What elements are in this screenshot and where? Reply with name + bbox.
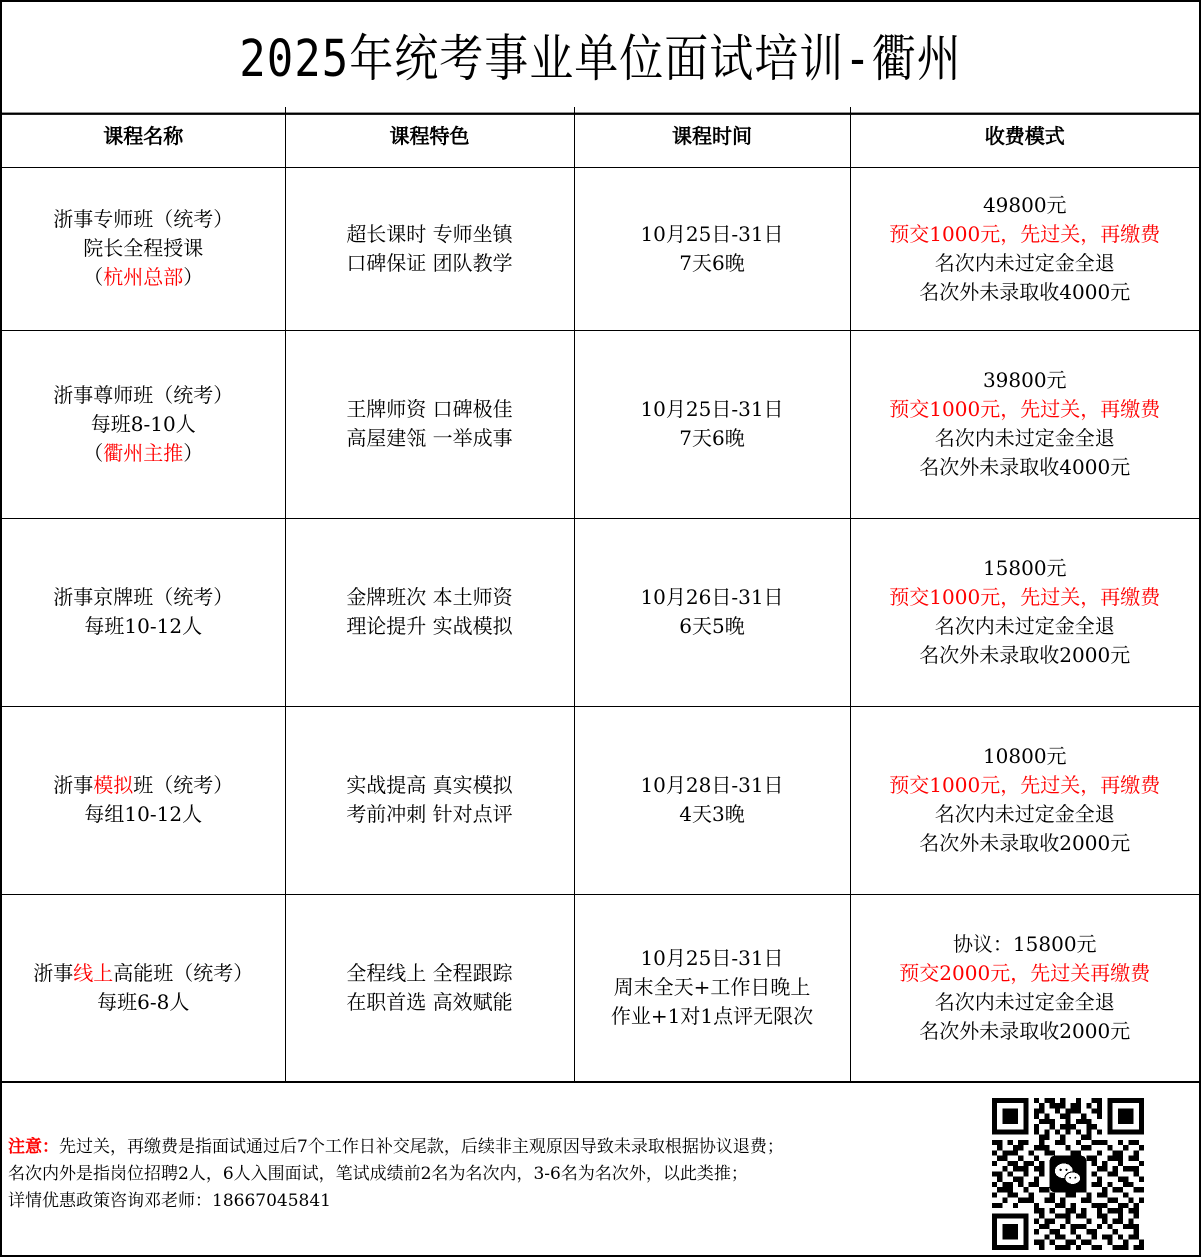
fee-refund-out: 名次外未录取收4000元	[919, 279, 1131, 304]
time-duration: 4天3晚	[679, 802, 745, 826]
course-time-cell	[574, 706, 850, 894]
fee-refund-out: 名次外未录取收2000元	[919, 643, 1131, 667]
fee-cell	[850, 894, 1199, 1082]
course-subtitle: 每班6-8人	[97, 989, 190, 1014]
course-name-cell	[2, 518, 285, 706]
course-name-highlight: 线上	[73, 960, 114, 985]
fee-cell	[850, 167, 1199, 330]
time-range: 10月25日-31日	[640, 221, 784, 246]
fee-refund-out: 名次外未录取收4000元	[919, 455, 1131, 479]
fee-cell	[850, 706, 1199, 894]
course-name: 浙事线上高能班（统考）	[33, 960, 254, 985]
note-label: 注意：	[8, 1137, 59, 1157]
fee-refund-out: 名次外未录取收2000元	[919, 831, 1131, 855]
qr-code-graphic	[992, 1098, 1144, 1250]
note-line-1: 注意：先过关，再缴费是指面试通过后7个工作日补交尾款，后续非主观原因导致未录取根据协议退费；	[8, 1137, 784, 1157]
fee-refund-in: 名次内未过定金全退	[934, 426, 1115, 450]
wechat-qr-code-icon[interactable]	[992, 1098, 1144, 1250]
table-row	[2, 167, 1199, 330]
course-features-cell	[285, 518, 574, 706]
course-name-cell	[2, 894, 285, 1082]
course-time-cell	[574, 330, 850, 518]
course-name-cell	[2, 330, 285, 518]
fee-price: 49800元	[982, 192, 1067, 217]
fee-refund-in: 名次内未过定金全退	[934, 250, 1115, 275]
page-title: 2025年统考事业单位面试培训-衢州	[2, 0, 1199, 115]
feature-line: 超长课时 专师坐镇	[346, 221, 513, 246]
course-name: 浙事专师班（统考）	[53, 207, 234, 231]
table-row	[2, 330, 1199, 518]
fee-deposit: 预交1000元，先过关，再缴费	[889, 221, 1161, 246]
feature-line: 考前冲刺 针对点评	[346, 802, 513, 826]
fee-refund-in: 名次内未过定金全退	[934, 614, 1115, 638]
time-schedule: 周末全天+工作日晚上	[613, 975, 811, 1000]
course-time-cell	[574, 894, 850, 1082]
course-subtitle: 每班8-10人	[90, 411, 196, 436]
fee-refund-in: 名次内未过定金全退	[934, 989, 1115, 1014]
feature-line: 理论提升 实战模拟	[346, 614, 513, 638]
feature-line: 金牌班次 本土师资	[346, 585, 513, 609]
time-duration: 7天6晚	[679, 250, 745, 275]
course-name-highlight: 模拟	[93, 773, 134, 797]
course-name-cell	[2, 167, 285, 330]
time-extra: 作业+1对1点评无限次	[610, 1004, 814, 1029]
course-time-cell	[574, 167, 850, 330]
contact-line: 详情优惠政策咨询邓老师：18667045841	[8, 1191, 331, 1211]
location-highlight: 衢州主推	[103, 440, 184, 465]
time-range: 10月26日-31日	[640, 585, 784, 609]
feature-line: 口碑保证 团队教学	[346, 250, 513, 275]
header-course-time: 课程时间	[574, 107, 850, 167]
time-duration: 7天6晚	[679, 426, 745, 450]
fee-price: 协议：15800元	[952, 931, 1097, 956]
course-subtitle: 院长全程授课	[83, 236, 204, 260]
header-fee-mode: 收费模式	[850, 107, 1199, 167]
course-name-cell	[2, 706, 285, 894]
fee-deposit: 预交1000元，先过关，再缴费	[889, 773, 1161, 797]
fee-refund-out: 名次外未录取收2000元	[919, 1018, 1131, 1043]
note-line-2: 名次内外是指岗位招聘2人，6人入围面试，笔试成绩前2名为名次内，3-6名为名次外，以此类推；	[8, 1164, 748, 1184]
fee-price: 15800元	[982, 556, 1067, 580]
table-row	[2, 518, 1199, 706]
notes-block	[8, 1134, 784, 1215]
course-name: 浙事京牌班（统考）	[53, 585, 234, 609]
time-range: 10月25日-31日	[640, 397, 784, 421]
table-header-row	[2, 107, 1199, 167]
header-course-features: 课程特色	[285, 107, 574, 167]
course-features-cell	[285, 894, 574, 1082]
fee-price: 10800元	[982, 744, 1067, 768]
fee-deposit: 预交1000元，先过关，再缴费	[889, 397, 1161, 421]
course-subtitle: 每组10-12人	[84, 802, 203, 826]
course-subtitle: 每班10-12人	[84, 614, 203, 638]
course-features-cell	[285, 706, 574, 894]
table-row	[2, 706, 1199, 894]
fee-cell	[850, 330, 1199, 518]
course-name: 浙事模拟班（统考）	[53, 773, 234, 797]
time-duration: 6天5晚	[679, 614, 745, 638]
fee-price: 39800元	[982, 368, 1067, 392]
location-highlight: 杭州总部	[103, 265, 184, 289]
fee-refund-in: 名次内未过定金全退	[934, 802, 1115, 826]
fee-deposit: 预交2000元，先过关再缴费	[899, 960, 1151, 985]
footer-notes-section	[2, 1084, 1199, 1257]
course-location: （衢州主推）	[83, 440, 204, 465]
course-features-cell	[285, 167, 574, 330]
time-range: 10月28日-31日	[640, 773, 784, 797]
feature-line: 高屋建瓴 一举成事	[346, 426, 513, 450]
fee-cell	[850, 518, 1199, 706]
feature-line: 王牌师资 口碑极佳	[346, 397, 513, 421]
course-location: （杭州总部）	[83, 265, 204, 289]
header-course-name: 课程名称	[2, 107, 285, 167]
course-table	[2, 107, 1199, 1083]
feature-line: 全程线上 全程跟踪	[346, 960, 513, 985]
course-name: 浙事尊师班（统考）	[53, 382, 234, 407]
course-time-cell	[574, 518, 850, 706]
time-range: 10月25日-31日	[640, 946, 784, 971]
feature-line: 实战提高 真实模拟	[346, 773, 513, 797]
table-row	[2, 894, 1199, 1082]
fee-deposit: 预交1000元，先过关，再缴费	[889, 585, 1161, 609]
feature-line: 在职首选 高效赋能	[346, 989, 513, 1014]
course-features-cell	[285, 330, 574, 518]
